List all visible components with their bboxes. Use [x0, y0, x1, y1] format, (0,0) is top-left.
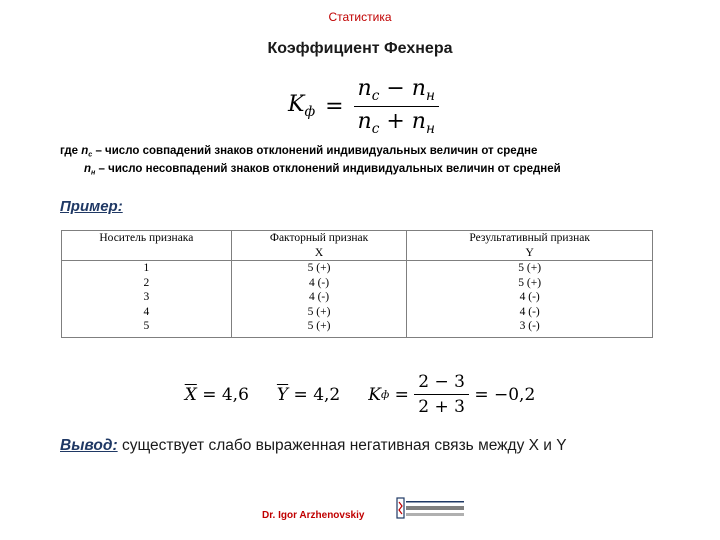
- table-cell: 4 (-): [231, 290, 407, 305]
- page-title: Коэффициент Фехнера: [267, 40, 453, 57]
- table-cell: 5 (+): [231, 319, 407, 337]
- table-cell: 4 (-): [231, 276, 407, 291]
- subject-header: Статистика: [328, 10, 392, 24]
- table-cell: 4 (-): [407, 305, 653, 320]
- table-row: [62, 290, 653, 305]
- table-header-row: [62, 231, 653, 261]
- column-header-factor: Факторный признак X: [231, 231, 407, 261]
- column-header-carrier: Носитель признака: [62, 231, 232, 261]
- table-row: [62, 261, 653, 276]
- table-cell: 1: [62, 261, 232, 276]
- table-cell: 5 (+): [407, 261, 653, 276]
- conclusion-label: Вывод:: [60, 437, 118, 454]
- table-cell: 3 (-): [407, 319, 653, 337]
- conclusion-text: существует слабо выраженная негативная связь между X и Y: [121, 437, 567, 454]
- fechner-formula: [288, 76, 439, 137]
- definition-non-coincidences: $n_н$ – число несовпадений знаков отклонений индивидуальных величин от средней: [84, 163, 561, 177]
- table-cell: 5 (+): [231, 305, 407, 320]
- table-cell: 4: [62, 305, 232, 320]
- institute-logo-icon: [396, 496, 466, 522]
- author-credit: Dr. Igor Arzhenovskiy: [262, 510, 365, 521]
- column-header-result: Результативный признак Y: [407, 231, 653, 261]
- example-label: Пример:: [60, 198, 123, 215]
- mean-x: $\overline{X}$ = 4,6: [184, 384, 249, 405]
- table-row: [62, 319, 653, 337]
- table-row: [62, 305, 653, 320]
- fechner-result: K ф = $\frac{2 - 3}{2 + 3}$ = −0,2: [368, 372, 536, 417]
- result-fraction: $\frac{2 - 3}{2 + 3}$: [414, 372, 469, 417]
- mean-y: $\overline{Y}$ = 4,2: [276, 384, 341, 405]
- formula-equals: =: [325, 93, 344, 119]
- formula-fraction: [354, 76, 439, 137]
- formula-numerator: $n_c - n_н$: [357, 76, 435, 104]
- table-cell: 5 (+): [231, 261, 407, 276]
- table-cell: 5 (+): [407, 276, 653, 291]
- conclusion: [60, 437, 567, 455]
- example-table: [61, 230, 653, 338]
- definition-coincidences: где $n_c$ – число совпадений знаков отклонений индивидуальных величин от средне: [60, 145, 538, 159]
- table-cell: 3: [62, 290, 232, 305]
- formula-denominator: $n_c + n_н$: [354, 106, 439, 137]
- table-row: [62, 276, 653, 291]
- results-formulas: [0, 372, 720, 417]
- table-cell: 5: [62, 319, 232, 337]
- table-cell: 4 (-): [407, 290, 653, 305]
- table-cell: 2: [62, 276, 232, 291]
- formula-lhs: $K_ф$: [288, 92, 316, 121]
